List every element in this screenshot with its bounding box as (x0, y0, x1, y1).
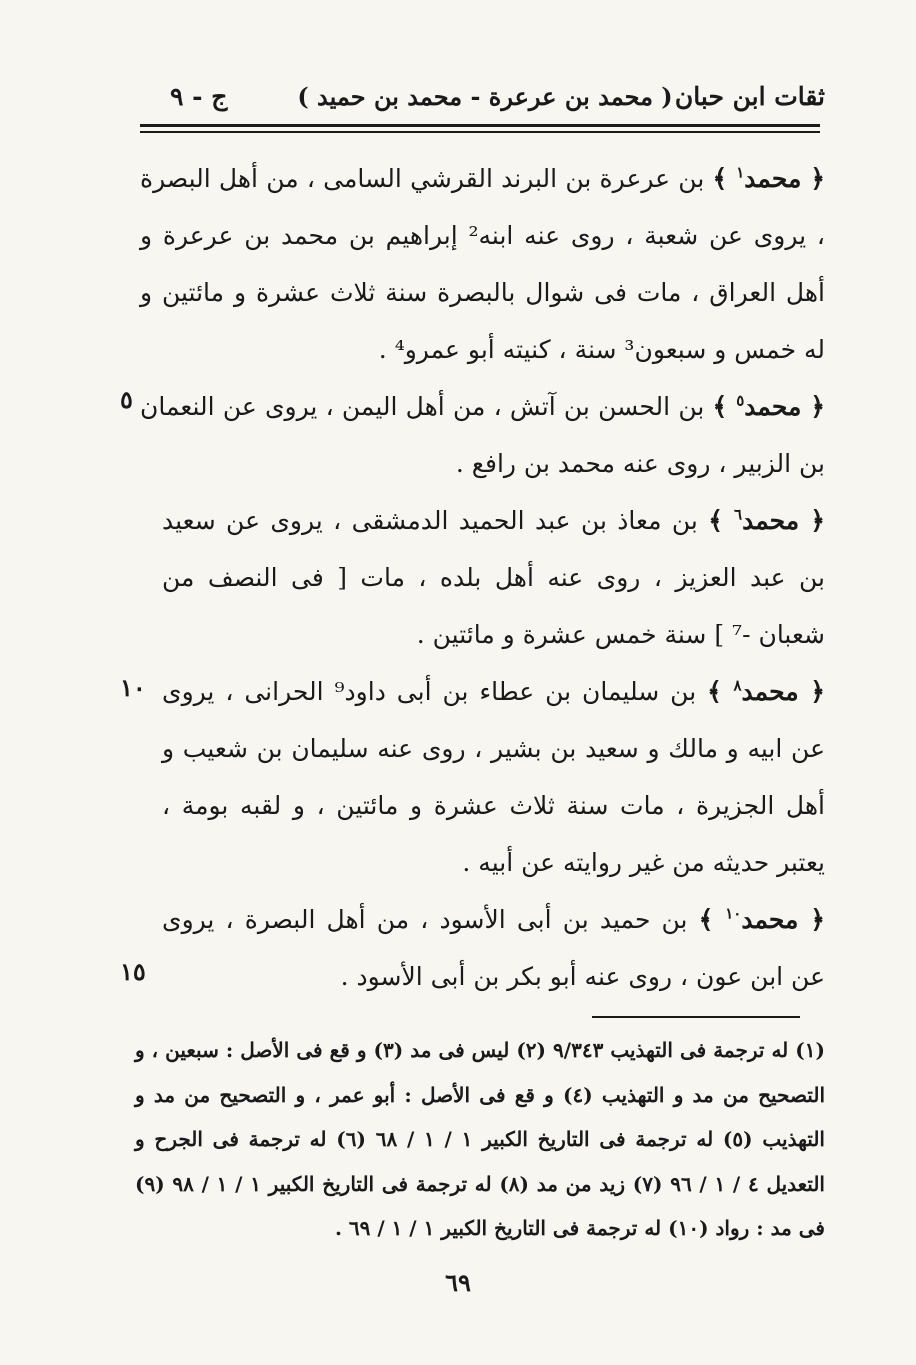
header-rule-thin (140, 131, 820, 133)
footnote-ref: ١٠ (725, 904, 742, 923)
footnotes: (١) له ترجمة فى التهذيب ٩/٣٤٣ (٢) ليس فى مد (٣) و قع فى الأصل : سبعين ، و التصحيح من مد و التهذيب (٤) و قع فى الأصل : أبو عمر ، و التصحيح من مد و التهذيب (٥) له ترجمة فى التاريخ الكبير ١ / ١ / ٦٨ (٦) له ترجمة فى الجرح و التعديل ٤ / ١ / ٩٦ (٧) زيد من مد (٨) له ترجمة فى التاريخ الكبير ١ / ١ / ٩٨ (٩) فى مد : رواد (١٠) له ترجمة فى التاريخ الكبير ١ / ١ / ٦٩ . (135, 1038, 825, 1240)
entry-name: ﴿ محمد$^{١٠}$ ﴾ (698, 904, 825, 934)
volume-number: ج - ٩ (170, 82, 228, 111)
header-rule-thick (140, 124, 820, 127)
footnote-ref: ٦ (734, 505, 743, 524)
entry-name: ﴿ محمد$^٦$ ﴾ (708, 505, 825, 535)
footnote-ref: ٨ (733, 676, 742, 695)
line-number-marker: ١٥ (120, 957, 146, 986)
entry-text: بن حميد بن أبى الأسود ، من أهل البصرة ، يروى عن ابن عون ، روى عنه أبو بكر بن أبى الأسود . (162, 905, 825, 991)
footnote-ref: ٥ (736, 391, 745, 410)
page-number: ٦٩ (445, 1268, 471, 1297)
entry-text: بن عرعرة بن البرند القرشي السامى ، من أهل البصرة ، يروى عن شعبة ، روى عنه ابنه² إبراهيم بن محمد بن عرعرة و أهل العراق ، مات فى شوال بالبصرة سنة ثلاث عشرة و مائتين و له خمس و سبعون³ سنة ، كنيته أبو عمرو⁴ . (140, 164, 825, 364)
biography-entry (140, 891, 825, 1005)
footnote-separator (592, 1016, 800, 1018)
biography-entry (140, 492, 825, 663)
biography-entry (140, 663, 825, 891)
entry-name: ﴿ محمد$^١$ ﴾ (712, 163, 825, 193)
biography-entry (140, 378, 825, 492)
entry-text: بن الحسن بن آتش ، من أهل اليمن ، يروى عن النعمان بن الزبير ، روى عنه محمد بن رافع . (140, 392, 825, 478)
running-header (145, 82, 825, 116)
entry-name: ﴿ محمد$^٨$ ﴾ (707, 676, 825, 706)
line-number-marker: ٥ (120, 385, 133, 414)
name-range: ( محمد بن عرعرة - محمد بن حميد ) (297, 82, 673, 111)
footnote-ref: ١ (736, 163, 745, 182)
biography-entry (140, 150, 825, 378)
entry-text: بن معاذ بن عبد الحميد الدمشقى ، يروى عن سعيد بن عبد العزيز ، روى عنه أهل بلده ، مات [ فى النصف من شعبان -⁷ ] سنة خمس عشرة و مائتين . (162, 506, 825, 649)
line-number-marker: ١٠ (120, 673, 146, 702)
entry-name: ﴿ محمد$^٥$ ﴾ (712, 391, 825, 421)
book-title: ثقات ابن حبان (674, 82, 825, 111)
entries-body (140, 150, 825, 1005)
entry-text: بن سليمان بن عطاء بن أبى داود⁹ الحرانى ، يروى عن ابيه و مالك و سعيد بن بشير ، روى عنه سليمان بن شعيب و أهل الجزيرة ، مات سنة ثلاث عشرة و مائتين ، و لقبه بومة ، يعتبر حديثه من غير روايته عن أبيه . (162, 677, 825, 877)
